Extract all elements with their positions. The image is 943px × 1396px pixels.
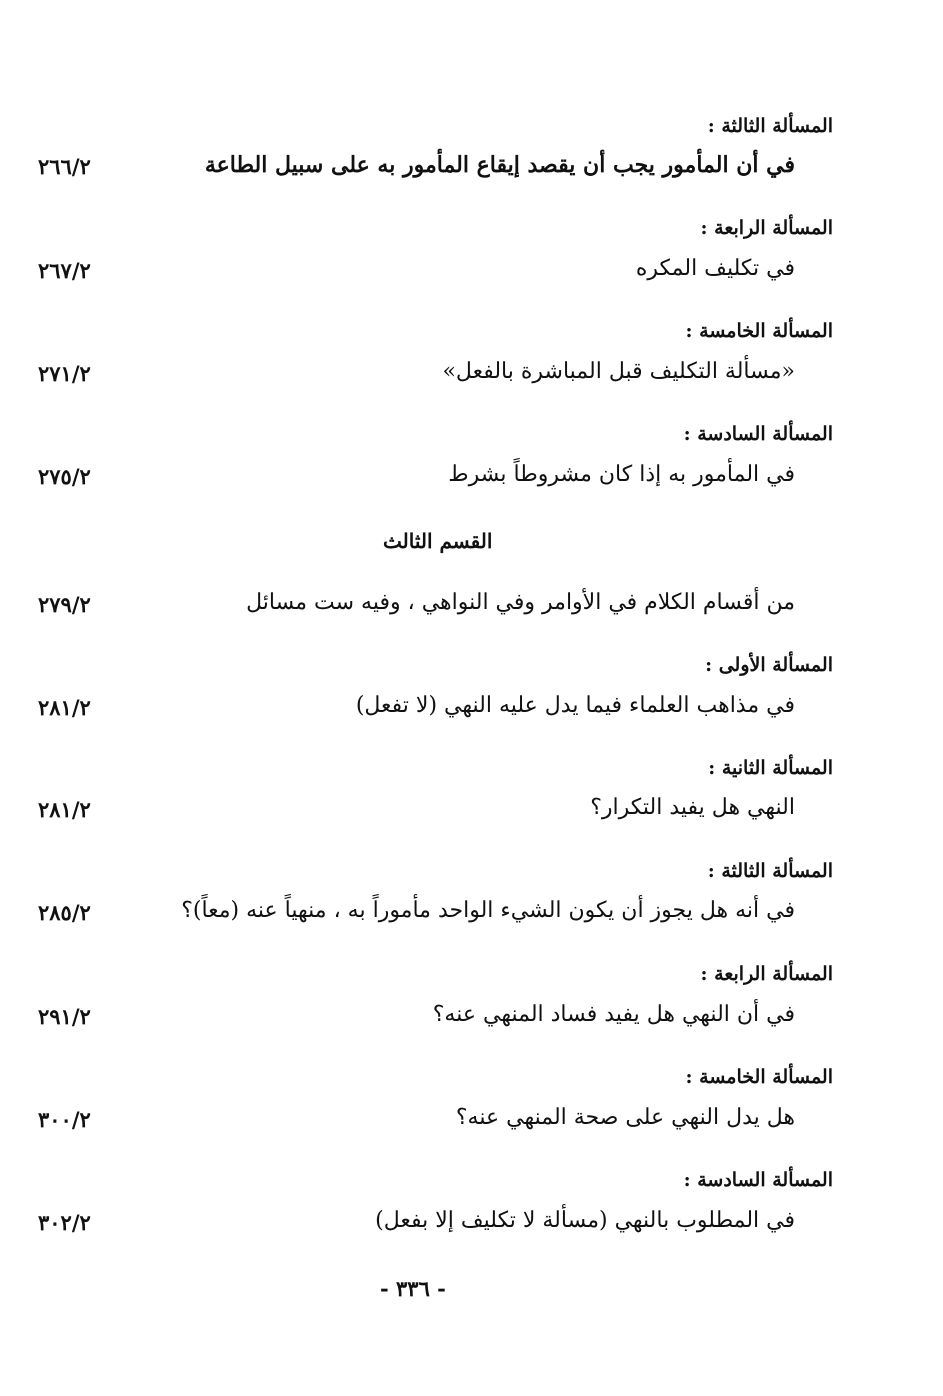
entry-text: في أن النهي هل يفيد فساد المنهي عنه؟ (432, 1002, 795, 1027)
entry-heading: المسألة الخامسة : (685, 320, 833, 342)
entry-heading: المسألة الأولى : (705, 654, 833, 676)
entry-text: «مسألة التكليف قبل المباشرة بالفعل» (442, 359, 795, 384)
entry-heading: المسألة السادسة : (683, 1169, 833, 1191)
entry-page-ref: ٢٨٥/٢ (38, 900, 91, 925)
entry-page-ref: ٣٠٠/٢ (38, 1107, 91, 1132)
section-page-ref: ٢٧٩/٢ (38, 592, 91, 617)
entry-heading: المسألة السادسة : (683, 423, 833, 445)
entry-heading: المسألة الرابعة : (700, 217, 833, 239)
entry-page-ref: ٢٨١/٢ (38, 695, 91, 720)
section-text: من أقسام الكلام في الأوامر وفي النواهي ، وفيه ست مسائل (246, 590, 795, 615)
entry-text: في المطلوب بالنهي (مسألة لا تكليف إلا بفعل) (375, 1208, 795, 1233)
entry-page-ref: ٢٦٦/٢ (38, 154, 91, 179)
entry-heading: المسألة الثالثة : (707, 860, 833, 882)
entry-heading: المسألة الرابعة : (700, 963, 833, 985)
entry-text: في تكليف المكره (635, 256, 795, 281)
entry-page-ref: ٢٧١/٢ (38, 361, 91, 386)
entry-heading: المسألة الخامسة : (685, 1066, 833, 1088)
entry-page-ref: ٢٦٧/٢ (38, 258, 91, 283)
entry-text: في أن المأمور يجب أن يقصد إيقاع المأمور به على سبيل الطاعة (204, 152, 795, 178)
entry-heading: المسألة الثانية : (708, 757, 833, 779)
page-number: - ٣٣٦ - (380, 1276, 446, 1301)
entry-page-ref: ٢٨١/٢ (38, 797, 91, 822)
entry-text: في أنه هل يجوز أن يكون الشيء الواحد مأموراً به ، منهياً عنه (معاً)؟ (181, 898, 795, 923)
entry-text: هل يدل النهي على صحة المنهي عنه؟ (455, 1105, 795, 1130)
entry-text: النهي هل يفيد التكرار؟ (590, 795, 795, 820)
entry-heading: المسألة الثالثة : (707, 115, 833, 137)
entry-text: في المأمور به إذا كان مشروطاً بشرط (448, 462, 795, 487)
entry-page-ref: ٢٩١/٢ (38, 1004, 91, 1029)
entry-page-ref: ٢٧٥/٢ (38, 464, 91, 489)
entry-text: في مذاهب العلماء فيما يدل عليه النهي (لا تفعل) (355, 693, 795, 718)
entry-page-ref: ٣٠٢/٢ (38, 1210, 91, 1235)
section-title: القسم الثالث (383, 529, 493, 553)
